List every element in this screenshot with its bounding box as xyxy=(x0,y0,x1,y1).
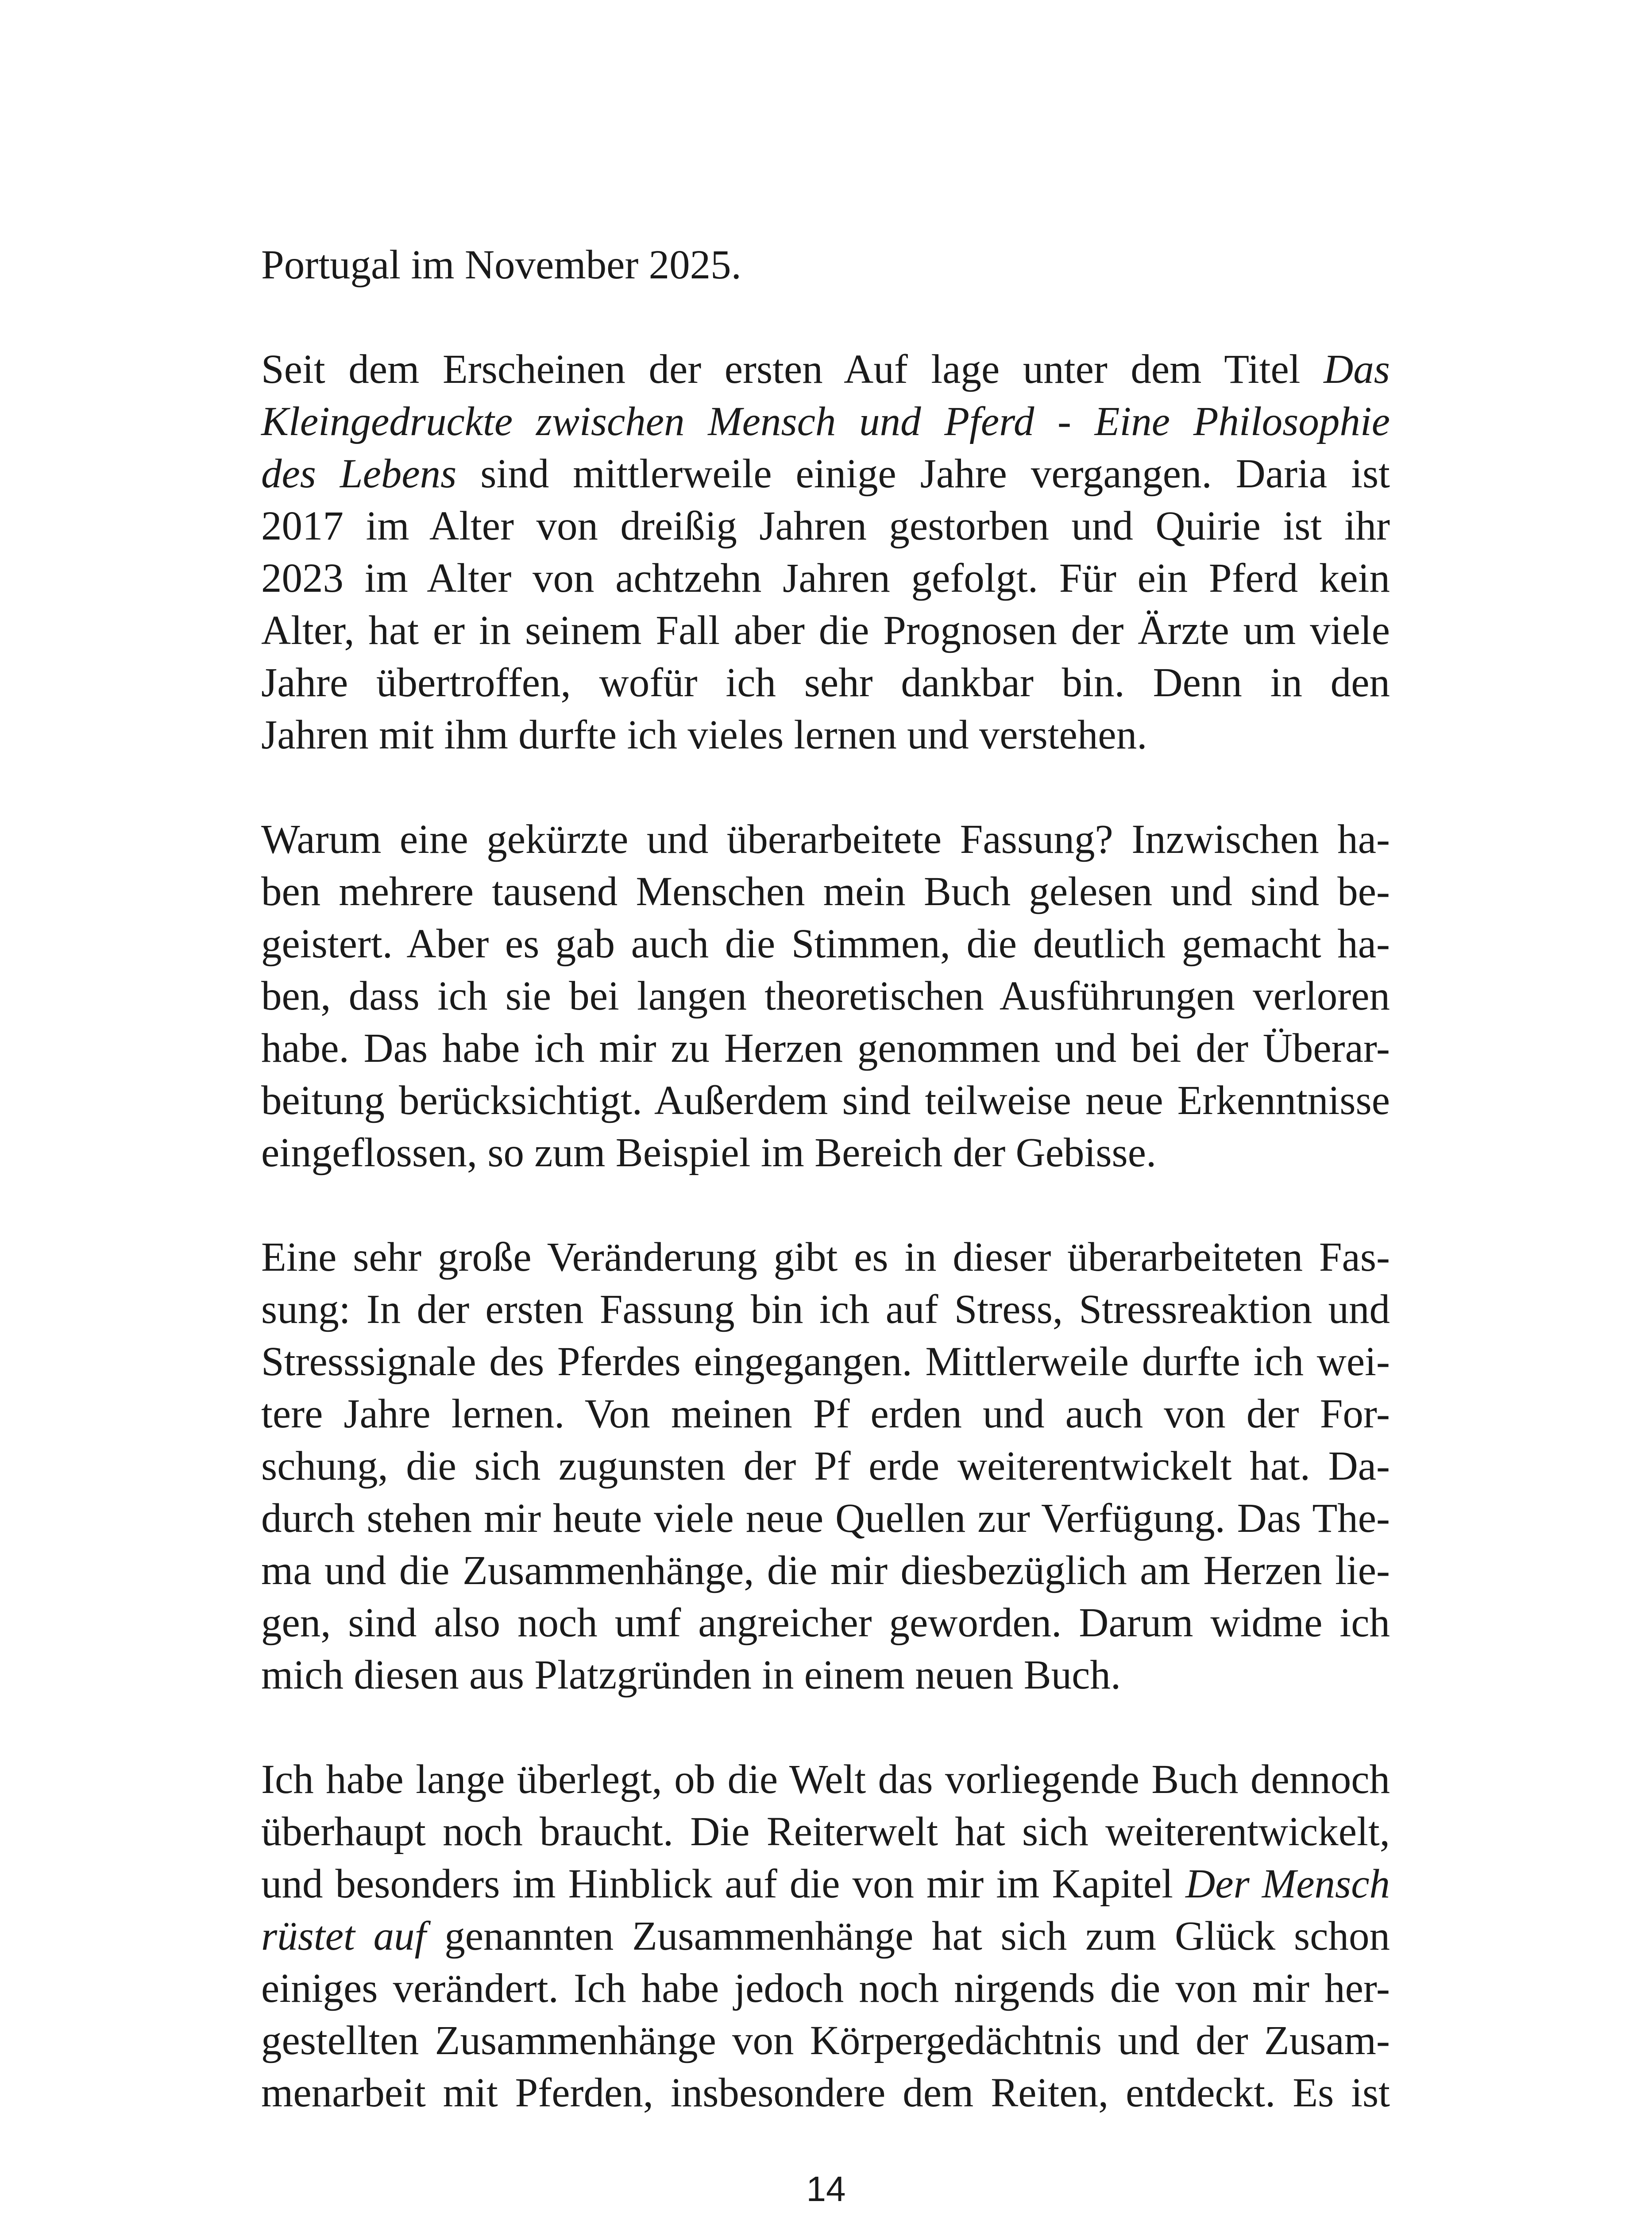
paragraph xyxy=(261,813,1390,1179)
text-line xyxy=(261,1022,1390,1075)
text-segment: und besonders im Hinblick auf die von mir im Kapitel xyxy=(261,1861,1186,1907)
text-segment: mich diesen aus Platzgründen in einem neuen Buch. xyxy=(261,1652,1121,1698)
text-line xyxy=(261,2067,1390,2119)
text-line xyxy=(261,1075,1390,1127)
italic-title-text: Der Mensch xyxy=(1185,1861,1390,1907)
text-segment: Portugal im November 2025. xyxy=(261,242,741,288)
text-line xyxy=(261,918,1390,970)
text-line xyxy=(261,500,1390,552)
italic-title-text: rüstet auf xyxy=(261,1913,426,1959)
text-line xyxy=(261,1440,1390,1492)
text-segment: gestellten Zusammenhänge von Körpergedächtnis und der Zusam- xyxy=(261,2018,1390,2063)
text-segment: geistert. Aber es gab auch die Stimmen, die deutlich gemacht ha- xyxy=(261,921,1390,967)
text-segment: 2023 im Alter von achtzehn Jahren gefolgt. Für ein Pferd kein xyxy=(261,555,1390,601)
italic-title-text: des Lebens xyxy=(261,451,457,497)
text-line xyxy=(261,1910,1390,1962)
text-segment: sung: In der ersten Fassung bin ich auf Stress, Stressreaktion und xyxy=(261,1287,1390,1332)
text-segment: habe. Das habe ich mir zu Herzen genommen und bei der Überar- xyxy=(261,1026,1390,1071)
italic-title-text: Kleingedruckte zwischen Mensch und Pferd - Eine Philosophie xyxy=(261,399,1390,444)
text-segment: menarbeit mit Pferden, insbesondere dem Reiten, entdeckt. Es ist xyxy=(261,2070,1390,2116)
text-segment: Eine sehr große Veränderung gibt es in dieser überarbeiteten Fas- xyxy=(261,1234,1390,1280)
text-line xyxy=(261,1597,1390,1649)
text-line xyxy=(261,1336,1390,1388)
text-segment: Stresssignale des Pferdes eingegangen. Mittlerweile durfte ich wei- xyxy=(261,1339,1390,1384)
text-segment: Jahre übertroffen, wofür ich sehr dankbar bin. Denn in den xyxy=(261,660,1390,706)
text-line xyxy=(261,1806,1390,1858)
text-line xyxy=(261,396,1390,448)
paragraph xyxy=(261,239,1390,291)
text-line xyxy=(261,1127,1390,1179)
text-line xyxy=(261,448,1390,500)
page-number: 14 xyxy=(806,2169,846,2209)
text-line xyxy=(261,1858,1390,1910)
text-line xyxy=(261,1962,1390,2015)
text-line xyxy=(261,813,1390,866)
text-segment: ben mehrere tausend Menschen mein Buch gelesen und sind be- xyxy=(261,869,1390,914)
text-segment: Warum eine gekürzte und überarbeitete Fassung? Inzwischen ha- xyxy=(261,817,1390,862)
text-line xyxy=(261,1388,1390,1440)
text-line xyxy=(261,866,1390,918)
text-segment: schung, die sich zugunsten der Pf erde weiterentwickelt hat. Da- xyxy=(261,1443,1390,1489)
text-segment: genannten Zusammenhänge hat sich zum Glück schon xyxy=(426,1913,1390,1959)
text-segment: tere Jahre lernen. Von meinen Pf erden und auch von der For- xyxy=(261,1391,1390,1437)
text-segment: Jahren mit ihm durfte ich vieles lernen und verstehen. xyxy=(261,712,1147,758)
italic-title-text: Das xyxy=(1324,347,1390,392)
body-text xyxy=(261,239,1390,2171)
paragraph xyxy=(261,1754,1390,2119)
text-line xyxy=(261,1284,1390,1336)
text-segment: einiges verändert. Ich habe jedoch noch nirgends die von mir her- xyxy=(261,1966,1390,2011)
text-segment: eingeflossen, so zum Beispiel im Bereich der Gebisse. xyxy=(261,1130,1157,1176)
text-line xyxy=(261,1545,1390,1597)
text-line xyxy=(261,552,1390,605)
paragraph xyxy=(261,1231,1390,1701)
text-line xyxy=(261,970,1390,1022)
text-line xyxy=(261,2015,1390,2067)
text-line xyxy=(261,605,1390,657)
text-segment: ben, dass ich sie bei langen theoretischen Ausführungen verloren xyxy=(261,973,1390,1019)
text-segment: beitung berücksichtigt. Außerdem sind teilweise neue Erkenntnisse xyxy=(261,1078,1390,1123)
text-line xyxy=(261,1754,1390,1806)
text-segment: Alter, hat er in seinem Fall aber die Prognosen der Ärzte um viele xyxy=(261,608,1390,653)
text-line xyxy=(261,1649,1390,1701)
text-line xyxy=(261,1492,1390,1545)
text-segment: ma und die Zusammenhänge, die mir diesbezüglich am Herzen lie- xyxy=(261,1548,1390,1593)
text-segment: sind mittlerweile einige Jahre vergangen. Daria ist xyxy=(456,451,1390,497)
text-segment: Ich habe lange überlegt, ob die Welt das vorliegende Buch dennoch xyxy=(261,1757,1390,1802)
text-segment: gen, sind also noch umf angreicher geworden. Darum widme ich xyxy=(261,1600,1390,1646)
text-segment: 2017 im Alter von dreißig Jahren gestorben und Quirie ist ihr xyxy=(261,503,1390,549)
text-line xyxy=(261,239,1390,291)
text-line xyxy=(261,1231,1390,1284)
text-line xyxy=(261,709,1390,761)
text-segment: durch stehen mir heute viele neue Quellen zur Verfügung. Das The- xyxy=(261,1496,1390,1541)
text-line xyxy=(261,343,1390,396)
text-segment: überhaupt noch braucht. Die Reiterwelt hat sich weiterentwickelt, xyxy=(261,1809,1390,1854)
paragraph xyxy=(261,343,1390,761)
text-segment: Seit dem Erscheinen der ersten Auf lage unter dem Titel xyxy=(261,347,1324,392)
text-line xyxy=(261,657,1390,709)
